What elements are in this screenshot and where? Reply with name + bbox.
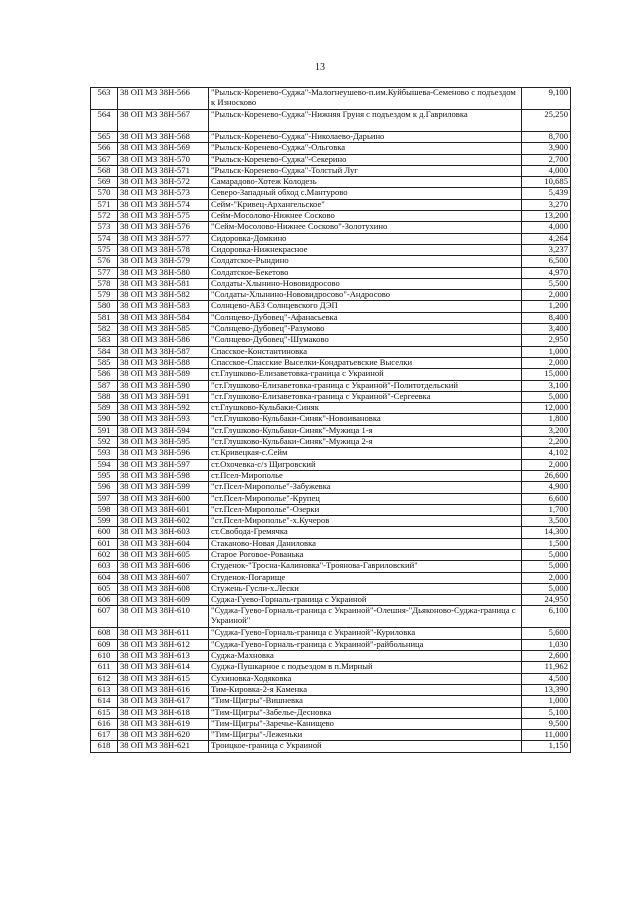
- table-row: [91, 718, 571, 729]
- row-number-cell: 576: [91, 256, 118, 267]
- table-row: [91, 437, 571, 448]
- table-row: [91, 673, 571, 684]
- road-code-cell: 38 ОП МЗ 38Н-613: [118, 651, 209, 662]
- table-row: [91, 741, 571, 752]
- road-name-cell: "Тим-Щигры"-Заречье-Канищево: [209, 718, 522, 729]
- table-row: [91, 549, 571, 560]
- road-code-cell: 38 ОП МЗ 38Н-604: [118, 538, 209, 549]
- road-length-cell: 4,102: [522, 448, 571, 459]
- road-code-cell: 38 ОП МЗ 38Н-574: [118, 199, 209, 210]
- row-number-cell: 602: [91, 549, 118, 560]
- table-row: [91, 459, 571, 470]
- row-number-cell: 592: [91, 437, 118, 448]
- road-name-cell: Сидоровка-Домкино: [209, 233, 522, 244]
- row-number-cell: 614: [91, 696, 118, 707]
- road-name-cell: Стаканово-Новая Даниловка: [209, 538, 522, 549]
- table-row: [91, 684, 571, 695]
- road-code-cell: 38 ОП МЗ 38Н-586: [118, 335, 209, 346]
- table-row: [91, 425, 571, 436]
- road-length-cell: 15,000: [522, 369, 571, 380]
- table-row: [91, 391, 571, 402]
- table-row: [91, 278, 571, 289]
- row-number-cell: 596: [91, 482, 118, 493]
- table-row: [91, 88, 571, 110]
- road-name-cell: "ст.Глушково-Кульбаки-Синяк"-Мужица 2-я: [209, 437, 522, 448]
- row-number-cell: 587: [91, 380, 118, 391]
- table-row: [91, 662, 571, 673]
- road-length-cell: 5,500: [522, 278, 571, 289]
- road-code-cell: 38 ОП МЗ 38Н-620: [118, 730, 209, 741]
- road-length-cell: 1,700: [522, 504, 571, 515]
- road-length-cell: 2,000: [522, 290, 571, 301]
- road-name-cell: "Солнцево-Дубовец"-Шумаково: [209, 335, 522, 346]
- road-length-cell: 1,500: [522, 538, 571, 549]
- row-number-cell: 590: [91, 414, 118, 425]
- road-length-cell: 3,270: [522, 199, 571, 210]
- table-row: [91, 639, 571, 650]
- table-row: [91, 628, 571, 639]
- row-number-cell: 573: [91, 222, 118, 233]
- road-code-cell: 38 ОП МЗ 38Н-573: [118, 188, 209, 199]
- row-number-cell: 618: [91, 741, 118, 752]
- road-code-cell: 38 ОП МЗ 38Н-615: [118, 673, 209, 684]
- road-name-cell: Сухиновка-Ходяковка: [209, 673, 522, 684]
- road-code-cell: 38 ОП МЗ 38Н-617: [118, 696, 209, 707]
- road-length-cell: 11,962: [522, 662, 571, 673]
- road-code-cell: 38 ОП МЗ 38Н-611: [118, 628, 209, 639]
- road-name-cell: "ст.Псел-Мирополье"-Крупец: [209, 493, 522, 504]
- road-name-cell: ст.Охочевка-с/з Щигровский: [209, 459, 522, 470]
- road-name-cell: ст.Псел-Мирополье: [209, 470, 522, 481]
- row-number-cell: 577: [91, 267, 118, 278]
- road-code-cell: 38 ОП МЗ 38Н-603: [118, 527, 209, 538]
- row-number-cell: 605: [91, 583, 118, 594]
- table-row: [91, 595, 571, 606]
- road-name-cell: Тим-Кировка-2-я Каменка: [209, 684, 522, 695]
- road-code-cell: 38 ОП МЗ 38Н-614: [118, 662, 209, 673]
- row-number-cell: 570: [91, 188, 118, 199]
- row-number-cell: 578: [91, 278, 118, 289]
- road-code-cell: 38 ОП МЗ 38Н-606: [118, 561, 209, 572]
- row-number-cell: 584: [91, 346, 118, 357]
- road-code-cell: 38 ОП МЗ 38Н-612: [118, 639, 209, 650]
- road-name-cell: Северо-Западный обход с.Мантурово: [209, 188, 522, 199]
- road-length-cell: 14,300: [522, 527, 571, 538]
- road-code-cell: 38 ОП МЗ 38Н-600: [118, 493, 209, 504]
- row-number-cell: 600: [91, 527, 118, 538]
- table-row: [91, 414, 571, 425]
- road-code-cell: 38 ОП МЗ 38Н-568: [118, 132, 209, 143]
- table-row: [91, 583, 571, 594]
- road-name-cell: Сейм-Мосолово-Нижнее Сосково: [209, 211, 522, 222]
- road-name-cell: Спасское-Константиновка: [209, 346, 522, 357]
- road-length-cell: 1,030: [522, 639, 571, 650]
- table-row: [91, 177, 571, 188]
- road-registry-table: [90, 87, 571, 753]
- table-row: [91, 369, 571, 380]
- road-name-cell: Стужень-Гусли-х.Лески: [209, 583, 522, 594]
- road-name-cell: Троицкое-граница с Украиной: [209, 741, 522, 752]
- table-row: [91, 651, 571, 662]
- road-length-cell: 5,000: [522, 583, 571, 594]
- table-row: [91, 222, 571, 233]
- road-name-cell: ст.Глушково-Елизаветовка-граница с Украиной: [209, 369, 522, 380]
- row-number-cell: 611: [91, 662, 118, 673]
- road-length-cell: 6,500: [522, 256, 571, 267]
- row-number-cell: 599: [91, 516, 118, 527]
- table-row: [91, 256, 571, 267]
- road-code-cell: 38 ОП МЗ 38Н-589: [118, 369, 209, 380]
- row-number-cell: 581: [91, 312, 118, 323]
- road-code-cell: 38 ОП МЗ 38Н-581: [118, 278, 209, 289]
- road-length-cell: 2,000: [522, 572, 571, 583]
- road-code-cell: 38 ОП МЗ 38Н-578: [118, 244, 209, 255]
- road-code-cell: 38 ОП МЗ 38Н-607: [118, 572, 209, 583]
- road-length-cell: 26,600: [522, 470, 571, 481]
- row-number-cell: 588: [91, 391, 118, 402]
- road-name-cell: "ст.Глушково-Елизаветовка-граница с Украиной"-Политотдельский: [209, 380, 522, 391]
- row-number-cell: 585: [91, 357, 118, 368]
- road-name-cell: "Суджа-Гуево-Горналь-граница с Украиной"-Олешня-"Дьяконово-Суджа-граница с Украиной": [209, 606, 522, 628]
- road-name-cell: "Солнцево-Дубовец"-Афанасьевка: [209, 312, 522, 323]
- road-code-cell: 38 ОП МЗ 38Н-592: [118, 403, 209, 414]
- table-row: [91, 572, 571, 583]
- row-number-cell: 616: [91, 718, 118, 729]
- road-name-cell: ст.Глушково-Кульбаки-Синяк: [209, 403, 522, 414]
- road-length-cell: 1,000: [522, 696, 571, 707]
- table-row: [91, 290, 571, 301]
- road-code-cell: 38 ОП МЗ 38Н-618: [118, 707, 209, 718]
- road-length-cell: 4,900: [522, 482, 571, 493]
- road-name-cell: Солдаты-Хлынино-Нововидросово: [209, 278, 522, 289]
- road-length-cell: 4,970: [522, 267, 571, 278]
- road-code-cell: 38 ОП МЗ 38Н-595: [118, 437, 209, 448]
- row-number-cell: 586: [91, 369, 118, 380]
- row-number-cell: 597: [91, 493, 118, 504]
- road-name-cell: "ст.Псел-Мирополье"-х.Кучеров: [209, 516, 522, 527]
- road-code-cell: 38 ОП МЗ 38Н-605: [118, 549, 209, 560]
- road-length-cell: 8,700: [522, 132, 571, 143]
- table-row: [91, 696, 571, 707]
- road-code-cell: 38 ОП МЗ 38Н-598: [118, 470, 209, 481]
- road-code-cell: 38 ОП МЗ 38Н-596: [118, 448, 209, 459]
- road-name-cell: "ст.Псел-Мирополье"-Озерки: [209, 504, 522, 515]
- road-length-cell: 3,100: [522, 380, 571, 391]
- table-row: [91, 143, 571, 154]
- road-name-cell: Солдатское-Бекетово: [209, 267, 522, 278]
- road-name-cell: "Суджа-Гуево-Горналь-граница с Украиной"-райбольница: [209, 639, 522, 650]
- road-length-cell: 1,800: [522, 414, 571, 425]
- road-length-cell: 3,200: [522, 425, 571, 436]
- road-length-cell: 3,500: [522, 516, 571, 527]
- road-code-cell: 38 ОП МЗ 38Н-575: [118, 211, 209, 222]
- road-length-cell: 2,000: [522, 357, 571, 368]
- row-number-cell: 583: [91, 335, 118, 346]
- row-number-cell: 568: [91, 165, 118, 176]
- road-length-cell: 6,600: [522, 493, 571, 504]
- road-code-cell: 38 ОП МЗ 38Н-567: [118, 110, 209, 132]
- road-name-cell: "ст.Глушково-Кульбаки-Синяк"-Мужица 1-я: [209, 425, 522, 436]
- road-name-cell: "Рыльск-Коренево-Суджа"-Малогнеушево-п.им.Куйбышева-Семеново с подъездом к Износково: [209, 88, 522, 110]
- road-name-cell: "Солнцево-Дубовец"-Разумово: [209, 324, 522, 335]
- road-length-cell: 4,264: [522, 233, 571, 244]
- road-length-cell: 9,100: [522, 88, 571, 110]
- table-row: [91, 267, 571, 278]
- road-length-cell: 3,237: [522, 244, 571, 255]
- road-code-cell: 38 ОП МЗ 38Н-621: [118, 741, 209, 752]
- row-number-cell: 604: [91, 572, 118, 583]
- road-name-cell: Старое Роговое-Рованька: [209, 549, 522, 560]
- road-code-cell: 38 ОП МЗ 38Н-588: [118, 357, 209, 368]
- road-length-cell: 2,600: [522, 651, 571, 662]
- table-body: [91, 88, 571, 753]
- road-code-cell: 38 ОП МЗ 38Н-572: [118, 177, 209, 188]
- road-name-cell: Суджа-Пушкарное с подъездом в п.Мирный: [209, 662, 522, 673]
- table-row: [91, 470, 571, 481]
- row-number-cell: 579: [91, 290, 118, 301]
- road-length-cell: 11,000: [522, 730, 571, 741]
- row-number-cell: 595: [91, 470, 118, 481]
- road-code-cell: 38 ОП МЗ 38Н-616: [118, 684, 209, 695]
- road-code-cell: 38 ОП МЗ 38Н-579: [118, 256, 209, 267]
- road-name-cell: "Рыльск-Коренево-Суджа"-Ольговка: [209, 143, 522, 154]
- row-number-cell: 582: [91, 324, 118, 335]
- road-name-cell: Студенок-Погарище: [209, 572, 522, 583]
- road-code-cell: 38 ОП МЗ 38Н-583: [118, 301, 209, 312]
- road-code-cell: 38 ОП МЗ 38Н-576: [118, 222, 209, 233]
- road-length-cell: 3,400: [522, 324, 571, 335]
- road-code-cell: 38 ОП МЗ 38Н-577: [118, 233, 209, 244]
- road-code-cell: 38 ОП МЗ 38Н-585: [118, 324, 209, 335]
- road-code-cell: 38 ОП МЗ 38Н-584: [118, 312, 209, 323]
- road-name-cell: Суджа-Махновка: [209, 651, 522, 662]
- table-row: [91, 538, 571, 549]
- row-number-cell: 564: [91, 110, 118, 132]
- road-length-cell: 5,000: [522, 549, 571, 560]
- road-length-cell: 8,400: [522, 312, 571, 323]
- road-code-cell: 38 ОП МЗ 38Н-593: [118, 414, 209, 425]
- row-number-cell: 613: [91, 684, 118, 695]
- row-number-cell: 569: [91, 177, 118, 188]
- road-name-cell: "Рыльск-Коренево-Суджа"-Секерино: [209, 154, 522, 165]
- table-row: [91, 324, 571, 335]
- table-row: [91, 154, 571, 165]
- road-length-cell: 1,150: [522, 741, 571, 752]
- road-length-cell: 5,100: [522, 707, 571, 718]
- row-number-cell: 580: [91, 301, 118, 312]
- row-number-cell: 589: [91, 403, 118, 414]
- road-length-cell: 4,500: [522, 673, 571, 684]
- table-row: [91, 707, 571, 718]
- table-row: [91, 301, 571, 312]
- row-number-cell: 612: [91, 673, 118, 684]
- table-row: [91, 233, 571, 244]
- road-length-cell: 25,250: [522, 110, 571, 132]
- road-length-cell: 10,685: [522, 177, 571, 188]
- road-code-cell: 38 ОП МЗ 38Н-609: [118, 595, 209, 606]
- road-name-cell: ст.Свобода-Гремячка: [209, 527, 522, 538]
- road-length-cell: 6,100: [522, 606, 571, 628]
- road-name-cell: "Рыльск-Коренево-Суджа"-Нижняя Груня с подъездом к д.Гавриловка: [209, 110, 522, 132]
- table-row: [91, 110, 571, 132]
- row-number-cell: 594: [91, 459, 118, 470]
- table-row: [91, 403, 571, 414]
- road-code-cell: 38 ОП МЗ 38Н-602: [118, 516, 209, 527]
- row-number-cell: 575: [91, 244, 118, 255]
- road-code-cell: 38 ОП МЗ 38Н-580: [118, 267, 209, 278]
- road-name-cell: Солнцево-АБЗ Солнцевского ДЭП: [209, 301, 522, 312]
- road-name-cell: "ст.Псел-Мирополье"-Забужевка: [209, 482, 522, 493]
- table-row: [91, 561, 571, 572]
- table-row: [91, 516, 571, 527]
- road-name-cell: "Суджа-Гуево-Горналь-граница с Украиной"-Куриловка: [209, 628, 522, 639]
- road-code-cell: 38 ОП МЗ 38Н-590: [118, 380, 209, 391]
- road-length-cell: 2,950: [522, 335, 571, 346]
- row-number-cell: 563: [91, 88, 118, 110]
- road-length-cell: 2,200: [522, 437, 571, 448]
- road-code-cell: 38 ОП МЗ 38Н-566: [118, 88, 209, 110]
- table-row: [91, 448, 571, 459]
- table-row: [91, 380, 571, 391]
- table-row: [91, 244, 571, 255]
- road-name-cell: Суджа-Гуево-Горналь-граница с Украиной: [209, 595, 522, 606]
- road-length-cell: 9,500: [522, 718, 571, 729]
- table-row: [91, 211, 571, 222]
- table-row: [91, 346, 571, 357]
- road-name-cell: "ст.Глушково-Елизаветовка-граница с Украиной"-Сергеевка: [209, 391, 522, 402]
- road-length-cell: 5,439: [522, 188, 571, 199]
- row-number-cell: 571: [91, 199, 118, 210]
- road-length-cell: 24,950: [522, 595, 571, 606]
- table-row: [91, 188, 571, 199]
- table-row: [91, 730, 571, 741]
- row-number-cell: 566: [91, 143, 118, 154]
- table-row: [91, 493, 571, 504]
- row-number-cell: 567: [91, 154, 118, 165]
- row-number-cell: 593: [91, 448, 118, 459]
- table-row: [91, 357, 571, 368]
- table-row: [91, 312, 571, 323]
- row-number-cell: 607: [91, 606, 118, 628]
- road-code-cell: 38 ОП МЗ 38Н-594: [118, 425, 209, 436]
- row-number-cell: 565: [91, 132, 118, 143]
- road-name-cell: "ст.Глушково-Кульбаки-Синяк"-Новоивановка: [209, 414, 522, 425]
- road-name-cell: "Рыльск-Коренево-Суджа"-Николаево-Дарьино: [209, 132, 522, 143]
- row-number-cell: 591: [91, 425, 118, 436]
- table-row: [91, 335, 571, 346]
- page-number: 13: [315, 62, 325, 73]
- row-number-cell: 606: [91, 595, 118, 606]
- table-row: [91, 199, 571, 210]
- row-number-cell: 601: [91, 538, 118, 549]
- road-name-cell: ст.Кривецкая-с.Сейм: [209, 448, 522, 459]
- road-length-cell: 2,700: [522, 154, 571, 165]
- road-name-cell: Студенок-"Тросна-Калиновка"-Троянова-Гавриловский": [209, 561, 522, 572]
- table-row: [91, 606, 571, 628]
- road-name-cell: "Тим-Щигры"-Леженьки: [209, 730, 522, 741]
- row-number-cell: 609: [91, 639, 118, 650]
- road-code-cell: 38 ОП МЗ 38Н-599: [118, 482, 209, 493]
- road-code-cell: 38 ОП МЗ 38Н-582: [118, 290, 209, 301]
- road-length-cell: 1,000: [522, 346, 571, 357]
- row-number-cell: 598: [91, 504, 118, 515]
- road-name-cell: "Рыльск-Коренево-Суджа"-Толстый Луг: [209, 165, 522, 176]
- road-length-cell: 3,900: [522, 143, 571, 154]
- table-row: [91, 482, 571, 493]
- road-name-cell: "Сейм-Мосолово-Нижнее Сосково"-Золотухино: [209, 222, 522, 233]
- road-name-cell: "Тим-Щигры"-Забелье-Десновка: [209, 707, 522, 718]
- road-length-cell: 12,000: [522, 403, 571, 414]
- road-name-cell: "Солдаты-Хлынино-Нововидросово"-Андросово: [209, 290, 522, 301]
- road-length-cell: 13,200: [522, 211, 571, 222]
- road-length-cell: 5,000: [522, 391, 571, 402]
- table-row: [91, 504, 571, 515]
- row-number-cell: 615: [91, 707, 118, 718]
- road-name-cell: Солдатское-Рындино: [209, 256, 522, 267]
- road-name-cell: Сидоровка-Нижнекрасное: [209, 244, 522, 255]
- road-length-cell: 1,200: [522, 301, 571, 312]
- road-code-cell: 38 ОП МЗ 38Н-571: [118, 165, 209, 176]
- road-code-cell: 38 ОП МЗ 38Н-619: [118, 718, 209, 729]
- row-number-cell: 608: [91, 628, 118, 639]
- road-length-cell: 4,000: [522, 165, 571, 176]
- road-code-cell: 38 ОП МЗ 38Н-591: [118, 391, 209, 402]
- road-name-cell: "Тим-Щигры"-Вишневка: [209, 696, 522, 707]
- road-length-cell: 4,000: [522, 222, 571, 233]
- road-code-cell: 38 ОП МЗ 38Н-610: [118, 606, 209, 628]
- road-code-cell: 38 ОП МЗ 38Н-601: [118, 504, 209, 515]
- road-code-cell: 38 ОП МЗ 38Н-570: [118, 154, 209, 165]
- road-length-cell: 13,390: [522, 684, 571, 695]
- road-length-cell: 5,600: [522, 628, 571, 639]
- table-row: [91, 527, 571, 538]
- row-number-cell: 603: [91, 561, 118, 572]
- road-length-cell: 2,000: [522, 459, 571, 470]
- road-code-cell: 38 ОП МЗ 38Н-608: [118, 583, 209, 594]
- road-code-cell: 38 ОП МЗ 38Н-569: [118, 143, 209, 154]
- road-code-cell: 38 ОП МЗ 38Н-597: [118, 459, 209, 470]
- road-name-cell: Сейм-"Кривец-Архангельское": [209, 199, 522, 210]
- table-row: [91, 132, 571, 143]
- table-row: [91, 165, 571, 176]
- road-name-cell: Спасское-Спасские Выселки-Кондратьевские Выселки: [209, 357, 522, 368]
- road-code-cell: 38 ОП МЗ 38Н-587: [118, 346, 209, 357]
- row-number-cell: 572: [91, 211, 118, 222]
- road-name-cell: Самарадово-Хотеж Колодезь: [209, 177, 522, 188]
- road-length-cell: 5,000: [522, 561, 571, 572]
- row-number-cell: 610: [91, 651, 118, 662]
- row-number-cell: 617: [91, 730, 118, 741]
- row-number-cell: 574: [91, 233, 118, 244]
